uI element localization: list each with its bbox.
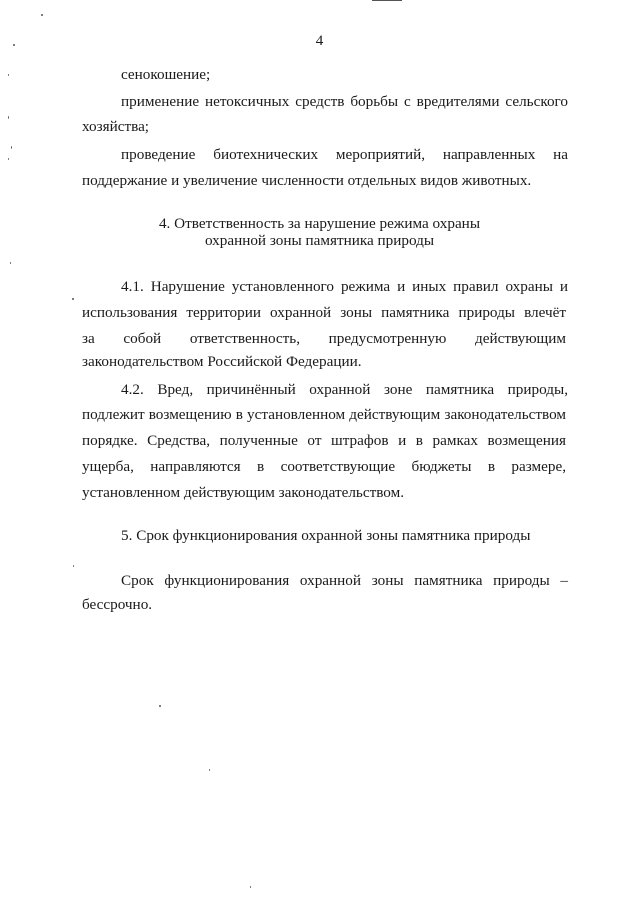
paragraph-line: законодательством Российской Федерации. [82,353,362,370]
paragraph-line: 4.1. Нарушение установленного режима и иных правил охраны и [121,278,568,295]
list-item: проведение биотехнических мероприятий, направленных на [121,146,568,163]
list-item: применение нетоксичных средств борьбы с вредителями сельского [121,93,568,110]
scan-speck [8,116,9,119]
scan-edge-mark [372,0,402,1]
scan-speck [11,146,12,149]
paragraph-line: подлежит возмещению в установленном действующим законодательством [82,406,566,423]
scan-speck [41,14,43,16]
section-heading: 5. Срок функционирования охранной зоны памятника природы [121,527,531,544]
scan-speck [10,262,11,264]
list-item-continuation: поддержание и увеличение численности отдельных видов животных. [82,172,532,189]
scan-speck [8,74,9,76]
paragraph-line: установленном действующим законодательством. [82,484,405,501]
scan-speck [159,705,161,707]
list-item: сенокошение; [121,66,211,83]
scan-speck [8,158,9,160]
paragraph-line: порядке. Средства, полученные от штрафов и в рамках возмещения [82,432,566,449]
section-heading: 4. Ответственность за нарушение режима охраны [158,215,481,232]
paragraph-line: ущерба, направляются в соответствующие бюджеты в размере, [82,458,566,475]
scan-speck [209,769,210,771]
page-number: 4 [315,33,324,49]
paragraph-line: за собой ответственность, предусмотренную действующим [82,330,566,347]
paragraph-line: использования территории охранной зоны памятника природы влечёт [82,304,566,321]
paragraph-line: бессрочно. [82,596,153,613]
scan-speck [72,298,74,300]
scan-speck [250,886,251,888]
paragraph-line: 4.2. Вред, причинённый охранной зоне памятника природы, [121,381,568,398]
section-heading: охранной зоны памятника природы [204,232,435,249]
list-item-continuation: хозяйства; [82,118,150,135]
scan-speck [73,565,74,567]
paragraph-line: Срок функционирования охранной зоны памятника природы – [121,572,568,589]
scan-speck [13,44,15,46]
